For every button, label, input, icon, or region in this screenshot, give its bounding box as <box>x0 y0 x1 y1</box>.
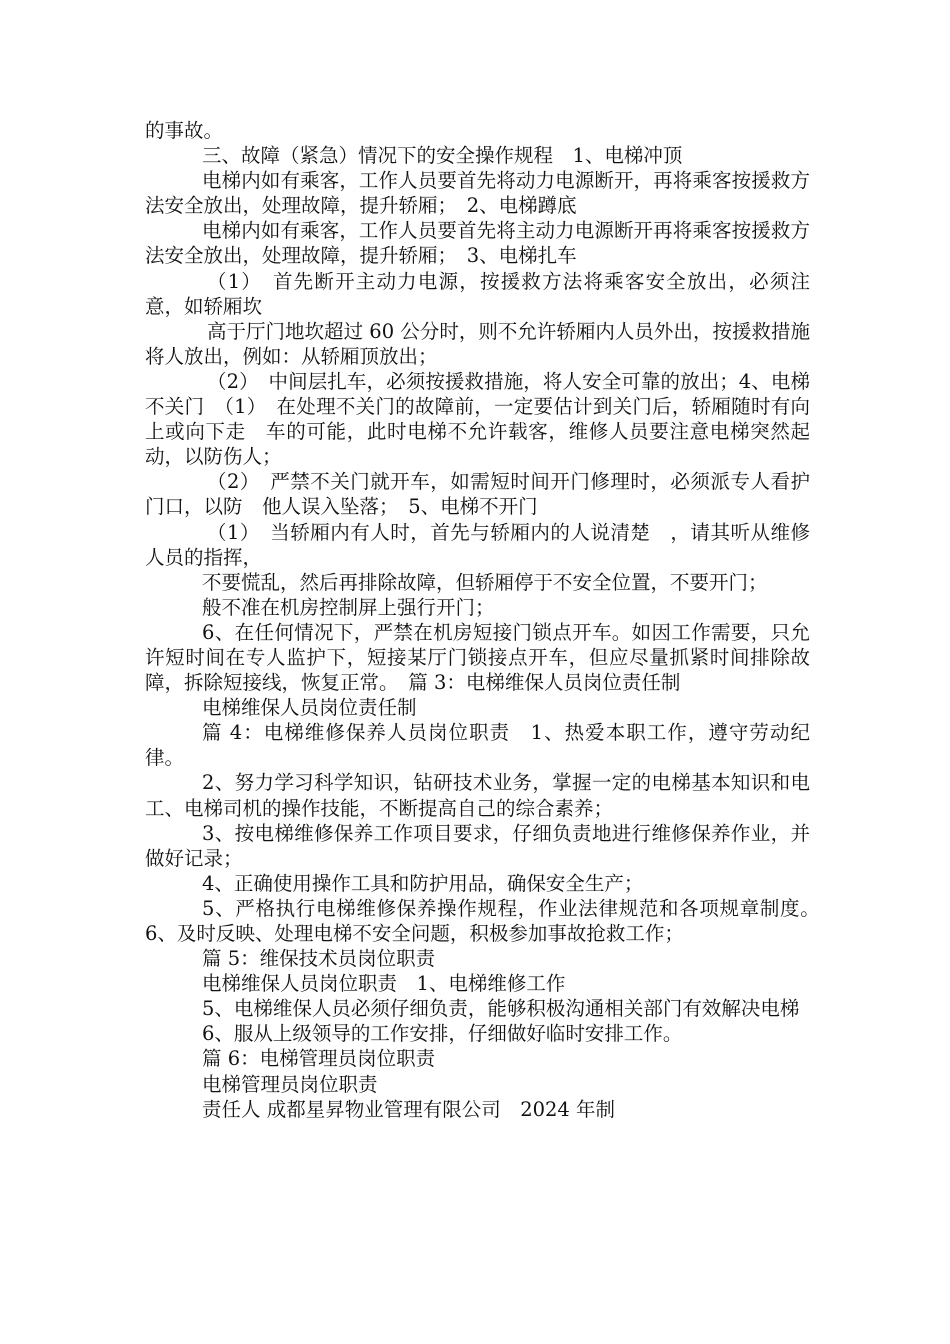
paragraph: 不要慌乱，然后再排除故障，但轿厢停于不安全位置，不要开门； <box>202 570 768 594</box>
paragraph: 三、故障（紧急）情况下的安全操作规程 1、电梯冲顶 <box>202 144 683 168</box>
paragraph: 电梯内如有乘客，工作人员要首先将动力电源断开，再将乘客按援救方法安全放出，处理故障，提升轿厢； 2、电梯蹲底 <box>145 169 810 218</box>
paragraph: 篇 6：电梯管理员岗位职责 <box>202 1047 436 1071</box>
paragraph: 电梯管理员岗位职责 <box>202 1072 378 1096</box>
paragraph: 4、正确使用操作工具和防护用品，确保安全生产； <box>202 871 644 895</box>
paragraph: （2） 中间层扎车，必须按援救措施，将人安全可靠的放出；4、电梯不关门 （1） 在处理不关门的故障前，一定要估计到关门后，轿厢随时有向上或向下走 车的可能，此时电梯不允许载客，维修人员要注意电梯突然起动，以防伤人； <box>145 369 810 469</box>
paragraph: 5、严格执行电梯维修保养操作规程，作业法律规范和各项规章制度。 6、及时反映、处理电梯不安全问题，积极参加事故抢救工作； <box>145 896 830 945</box>
document-body <box>145 118 830 1122</box>
paragraph: 6、服从上级领导的工作安排，仔细做好临时安排工作。 <box>202 1022 683 1046</box>
paragraph: （2） 严禁不关门就开车，如需短时间开门修理时，必须派专人看护门口，以防 他人误入坠落； 5、电梯不开门 <box>145 470 810 519</box>
paragraph: 高于厅门地坎超过 60 公分时，则不允许轿厢内人员外出，按援救措施将人放出，例如：从轿厢顶放出； <box>145 319 810 368</box>
paragraph: 般不准在机房控制屏上强行开门； <box>202 595 495 619</box>
paragraph: 电梯维保人员岗位责任制 <box>202 696 417 720</box>
paragraph: 3、按电梯维修保养工作项目要求，仔细负责地进行维修保养作业，并做好记录； <box>145 821 810 870</box>
paragraph: （1） 当轿厢内有人时，首先与轿厢内的人说清楚 ，请其听从维修人员的指挥， <box>145 520 810 569</box>
paragraph: 责任人 成都星昇物业管理有限公司 2024 年制 <box>202 1097 616 1121</box>
paragraph: 5、电梯维保人员必须仔细负责，能够积极沟通相关部门有效解决电梯 <box>202 997 800 1021</box>
paragraph: 电梯维保人员岗位职责 1、电梯维修工作 <box>202 972 566 996</box>
paragraph: 6、在任何情况下，严禁在机房短接门锁点开车。如因工作需要，只允许短时间在专人监护下，短接某厅门锁接点开车，但应尽量抓紧时间排除故障，拆除短接线，恢复正常。 篇 3：电梯维保人员岗位责任制 <box>145 620 810 695</box>
paragraph: 2、努力学习科学知识，钻研技术业务，掌握一定的电梯基本知识和电工、电梯司机的操作技能，不断提高自己的综合素养； <box>145 771 810 820</box>
paragraph: （1） 首先断开主动力电源，按援救方法将乘客安全放出，必须注意，如轿厢坎 <box>145 269 810 318</box>
paragraph: 篇 5：维保技术员岗位职责 <box>202 947 436 971</box>
paragraph: 的事故。 <box>145 119 224 142</box>
paragraph: 篇 4：电梯维修保养人员岗位职责 1、热爱本职工作，遵守劳动纪律。 <box>145 721 810 770</box>
paragraph: 电梯内如有乘客，工作人员要首先将主动力电源断开再将乘客按援救方法安全放出，处理故障，提升轿厢； 3、电梯扎车 <box>145 219 810 268</box>
